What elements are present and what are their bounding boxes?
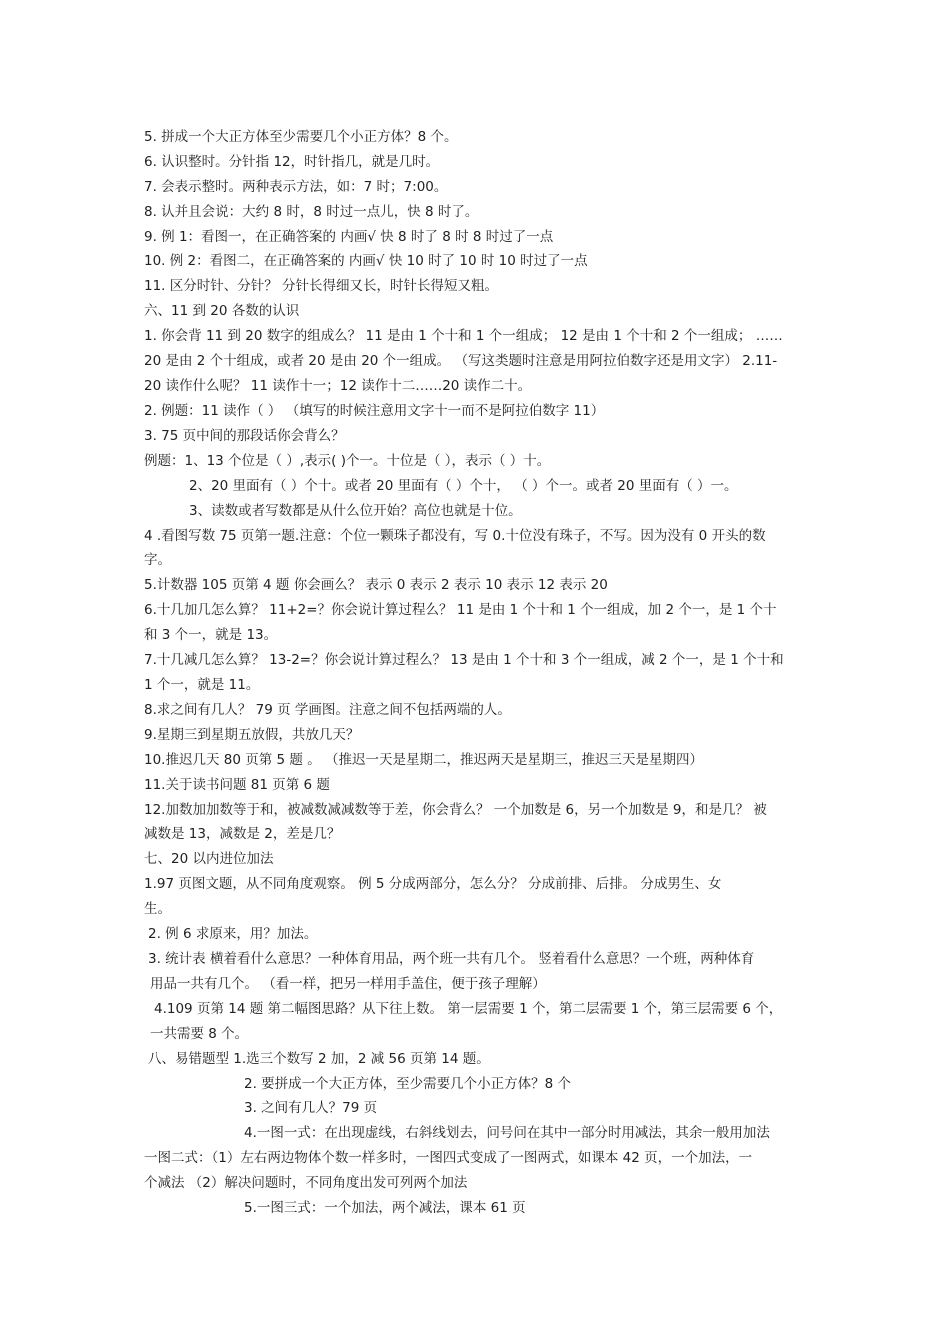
text-line: 6.十几加几怎么算？ 11+2=？你会说计算过程么？ 11 是由 1 个十和 1 个一组成，加 2 个一，是 1 个十 [144,602,777,618]
text-line: 12.加数加加数等于和，被减数减减数等于差，你会背么？ 一个加数是 6，另一个加数是 9，和是几？ 被 [144,802,767,818]
text-line: 4.109 页第 14 题 第二幅图思路？从下往上数。 第一层需要 1 个，第二层需要 1 个，第三层需要 6 个， [154,1001,783,1017]
text-line: 1 个一，就是 11。 [144,677,260,693]
text-line: 10.推迟几天 80 页第 5 题 。 （推迟一天是星期二，推迟两天是星期三，推迟三天是星期四） [144,752,703,768]
text-line: 20 是由 2 个十组成，或者 20 是由 20 个一组成。 （写这类题时注意是用阿拉伯数字还是用文字） 2.11- [144,353,778,369]
text-line: 8. 认并且会说：大约 8 时，8 时过一点儿，快 8 时了。 [144,204,479,220]
text-line: 1.97 页图文题，从不同角度观察。 例 5 分成两部分，怎么分？ 分成前排、后排。 分成男生、女 [144,876,722,892]
text-line: 和 3 个一，就是 13。 [144,627,278,643]
text-line: 3. 75 页中间的那段话你会背么？ [144,428,345,444]
text-line: 6. 认识整时。分针指 12，时针指几，就是几时。 [144,154,440,170]
text-line: 2. 例题：11 读作（ ） （填写的时候注意用文字十一而不是阿拉伯数字 11） [144,403,605,419]
text-line: 3. 统计表 横着看什么意思？一种体育用品，两个班一共有几个。 竖着看什么意思？一个班，两种体育 [148,951,755,967]
text-line: 8.求之间有几人？ 79 页 学画图。注意之间不包括两端的人。 [144,702,511,718]
text-line: 10. 例 2：看图二，在正确答案的 内画√ 快 10 时了 10 时 10 时过了一点 [144,253,588,269]
text-line: 11.关于读书问题 81 页第 6 题 [144,777,330,793]
text-line: 一图二式：（1）左右两边物体个数一样多时，一图四式变成了一图两式，如课本 42 页，一个加法，一 [144,1150,753,1166]
section-heading: 七、20 以内进位加法 [144,851,274,867]
text-line: 字。 [144,552,171,568]
text-line: 5.一图三式：一个加法，两个减法，课本 61 页 [244,1200,526,1216]
text-line: 9. 例 1：看图一，在正确答案的 内画√ 快 8 时了 8 时 8 时过了一点 [144,229,554,245]
text-line: 用品一共有几个。 （看一样，把另一样用手盖住，便于孩子理解） [150,976,546,992]
text-line: 2. 要拼成一个大正方体，至少需要几个小正方体？8 个 [244,1076,572,1092]
text-line: 3. 之间有几人？79 页 [244,1100,378,1116]
text-line: 4 .看图写数 75 页第一题.注意：个位一颗珠子都没有，写 0.十位没有珠子，不写。因为没有 0 开头的数 [144,528,766,544]
text-line: 1. 你会背 11 到 20 数字的组成么？ 11 是由 1 个十和 1 个一组成； 12 是由 1 个十和 2 个一组成； …… [144,328,783,344]
text-line: 5. 拼成一个大正方体至少需要几个小正方体？8 个。 [144,129,458,145]
text-line: 2、20 里面有（ ）个十。或者 20 里面有（ ）个十， （ ）个一。或者 20 里面有（ ）一。 [189,478,738,494]
text-line: 5.计数器 105 页第 4 题 你会画么？ 表示 0 表示 2 表示 10 表示 12 表示 20 [144,577,608,593]
text-line: 20 读作什么呢？ 11 读作十一；12 读作十二……20 读作二十。 [144,378,532,394]
text-line: 2. 例 6 求原来，用？加法。 [148,926,318,942]
text-line: 4.一图一式：在出现虚线，右斜线划去，问号问在其中一部分时用减法，其余一般用加法 [244,1125,770,1141]
section-heading: 六、11 到 20 各数的认识 [144,303,300,319]
text-line: 减数是 13，减数是 2，差是几？ [144,826,341,842]
text-line: 生。 [144,901,171,917]
text-line: 9.星期三到星期五放假，共放几天？ [144,727,360,743]
text-line: 一共需要 8 个。 [150,1026,249,1042]
section-heading: 八、易错题型 1.选三个数写 2 加，2 减 56 页第 14 题。 [148,1051,490,1067]
text-line: 7.十几减几怎么算？ 13-2=？你会说计算过程么？ 13 是由 1 个十和 3 个一组成，减 2 个一，是 1 个十和 [144,652,784,668]
text-line: 7. 会表示整时。两种表示方法，如：7 时；7:00。 [144,179,448,195]
text-line: 例题：1、13 个位是（ ）,表示( )个一。十位是（ ），表示（ ）十。 [144,453,551,469]
text-line: 3、读数或者写数都是从什么位开始？高位也就是十位。 [189,503,522,519]
text-line: 个减法 （2）解决问题时，不同角度出发可列两个加法 [144,1175,468,1191]
text-line: 11. 区分时针、分针？ 分针长得细又长，时针长得短又粗。 [144,278,499,294]
